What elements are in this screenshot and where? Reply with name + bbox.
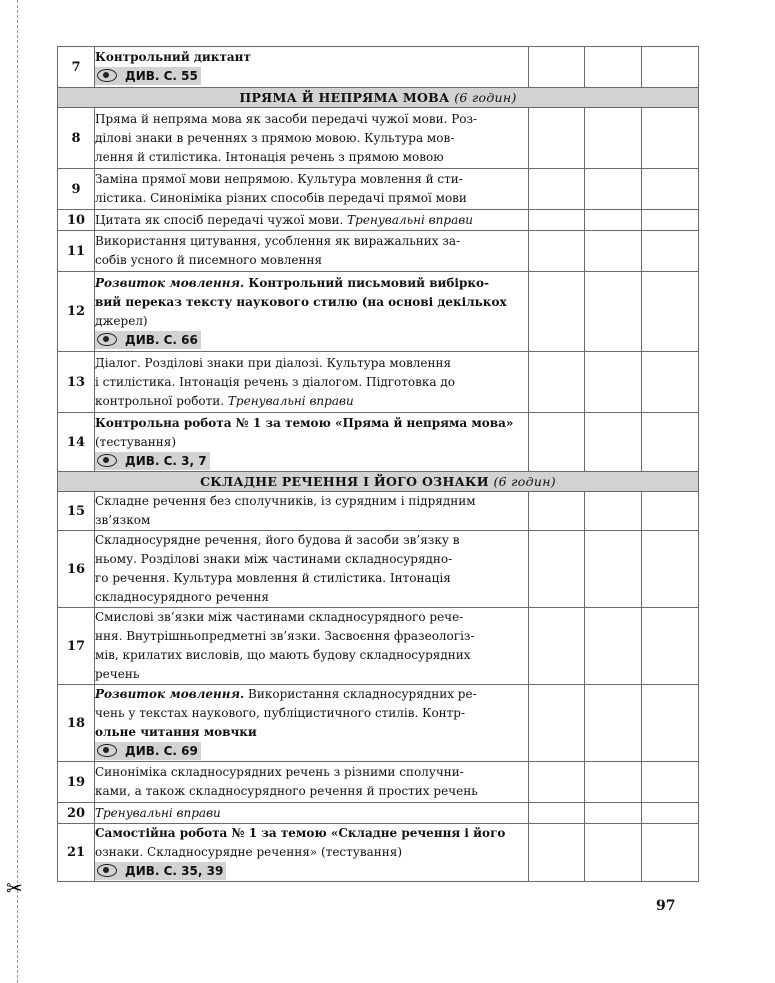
eye-icon	[97, 454, 117, 467]
empty-cell	[529, 47, 585, 88]
empty-cell	[642, 824, 699, 882]
section-hours: (6 годин)	[493, 474, 556, 489]
topic-line: зв’язком	[95, 513, 151, 527]
reference-badge	[95, 452, 210, 470]
reference-text: ДИВ. С. 35, 39	[125, 864, 224, 878]
empty-cell	[642, 169, 699, 210]
reference-text: ДИВ. С. 55	[125, 69, 198, 83]
reference-badge	[95, 862, 226, 880]
lesson-number: 10	[58, 210, 95, 231]
table-row	[58, 169, 699, 210]
lesson-topic	[95, 352, 529, 413]
section-hours: (6 годин)	[454, 90, 517, 105]
empty-cell	[585, 608, 642, 685]
empty-cell	[529, 685, 585, 762]
topic-line: вий переказ тексту наукового стилю (на основі декількох	[95, 294, 507, 309]
lesson-number: 11	[58, 231, 95, 272]
topic-line: Використання складносурядних ре-	[244, 687, 477, 701]
empty-cell	[642, 762, 699, 803]
empty-cell	[642, 47, 699, 88]
lesson-topic	[95, 47, 529, 88]
section-title: ПРЯМА Й НЕПРЯМА МОВА	[239, 90, 450, 105]
topic-line: лення й стилістика. Інтонація речень з прямою мовою	[95, 149, 444, 164]
section-header	[58, 88, 699, 108]
topic-line: ньому. Розділові знаки між частинами складносурядно-	[95, 552, 453, 566]
empty-cell	[585, 803, 642, 824]
lesson-number: 20	[58, 803, 95, 824]
topic-line: Складне речення без сполучників, із сурядним і підрядним	[95, 494, 476, 508]
empty-cell	[585, 352, 642, 413]
topic-line: Діалог. Розділові знаки при діалозі. Культура мовлення	[95, 355, 452, 370]
eye-icon	[97, 864, 117, 877]
topic-line: речень	[95, 667, 140, 681]
development-label: Розвиток мовлення.	[95, 275, 245, 290]
exercise-label: Тренувальні вправи	[95, 805, 221, 820]
table-row	[58, 685, 699, 762]
lesson-topic	[95, 492, 529, 531]
table-row	[58, 492, 699, 531]
cut-line	[17, 0, 18, 983]
empty-cell	[642, 108, 699, 169]
table-row	[58, 803, 699, 824]
section-header-row	[58, 88, 699, 108]
eye-icon	[97, 69, 117, 82]
lesson-topic	[95, 413, 529, 472]
empty-cell	[642, 492, 699, 531]
lesson-number: 13	[58, 352, 95, 413]
empty-cell	[642, 272, 699, 352]
lesson-topic	[95, 231, 529, 272]
empty-cell	[642, 413, 699, 472]
empty-cell	[585, 272, 642, 352]
lesson-topic	[95, 210, 529, 231]
topic-line: Складносурядне речення, його будова й засоби зв’язку в	[95, 533, 460, 547]
empty-cell	[585, 169, 642, 210]
section-header	[58, 472, 699, 492]
lesson-number: 21	[58, 824, 95, 882]
topic-line: Синоніміка складносурядних речень з різними сполучни-	[95, 765, 464, 779]
table-row	[58, 413, 699, 472]
lesson-topic	[95, 762, 529, 803]
empty-cell	[529, 608, 585, 685]
lesson-number: 18	[58, 685, 95, 762]
empty-cell	[529, 108, 585, 169]
empty-cell	[585, 108, 642, 169]
lesson-number: 12	[58, 272, 95, 352]
empty-cell	[529, 492, 585, 531]
empty-cell	[529, 531, 585, 608]
page-number: 97	[656, 898, 676, 914]
lesson-topic	[95, 272, 529, 352]
empty-cell	[529, 169, 585, 210]
lesson-number: 7	[58, 47, 95, 88]
reference-badge	[95, 742, 201, 760]
empty-cell	[585, 231, 642, 272]
empty-cell	[529, 272, 585, 352]
topic-line: лістика. Синоніміка різних способів передачі прямої мови	[95, 191, 467, 205]
empty-cell	[585, 685, 642, 762]
lesson-number: 14	[58, 413, 95, 472]
topic-line: (тестування)	[95, 434, 176, 449]
table-row	[58, 762, 699, 803]
empty-cell	[642, 685, 699, 762]
topic-line: Контрольний диктант	[95, 50, 251, 64]
reference-text: ДИВ. С. 69	[125, 744, 198, 758]
empty-cell	[529, 824, 585, 882]
table-row	[58, 47, 699, 88]
lesson-number: 9	[58, 169, 95, 210]
lesson-number: 15	[58, 492, 95, 531]
topic-line: контрольної роботи.	[95, 393, 228, 408]
empty-cell	[642, 608, 699, 685]
empty-cell	[642, 352, 699, 413]
topic-line: мів, крилатих висловів, що мають будову складносурядних	[95, 648, 471, 662]
scissors-icon: ✂	[6, 876, 23, 900]
topic-line: джерел)	[95, 313, 148, 328]
topic-line: і стилістика. Інтонація речень з діалогом. Підготовка до	[95, 374, 455, 389]
section-header-row	[58, 472, 699, 492]
reference-text: ДИВ. С. 66	[125, 332, 198, 347]
empty-cell	[585, 762, 642, 803]
topic-line: Смислові зв’язки між частинами складносурядного рече-	[95, 610, 464, 624]
topic-line: ознаки. Складносурядне речення» (тестування)	[95, 845, 402, 859]
lesson-number: 17	[58, 608, 95, 685]
empty-cell	[529, 413, 585, 472]
topic-line: ольне читання мовчки	[95, 725, 257, 739]
empty-cell	[642, 531, 699, 608]
reference-badge	[95, 67, 201, 85]
topic-line: ками, а також складносурядного речення й простих речень	[95, 784, 478, 798]
lesson-topic	[95, 803, 529, 824]
empty-cell	[529, 352, 585, 413]
eye-icon	[97, 744, 117, 757]
table-row	[58, 108, 699, 169]
table-row	[58, 608, 699, 685]
empty-cell	[529, 231, 585, 272]
empty-cell	[642, 231, 699, 272]
empty-cell	[585, 824, 642, 882]
empty-cell	[642, 803, 699, 824]
empty-cell	[585, 492, 642, 531]
table-row	[58, 231, 699, 272]
topic-line: ділові знаки в реченнях з прямою мовою. Культура мов-	[95, 130, 455, 145]
exercise-label: Тренувальні вправи	[227, 393, 354, 408]
reference-badge	[95, 331, 201, 349]
topic-line: Використання цитування, усоблення як виражальних за-	[95, 234, 461, 248]
topic-line: Заміна прямої мови непрямою. Культура мовлення й сти-	[95, 172, 463, 186]
lesson-topic	[95, 169, 529, 210]
empty-cell	[585, 531, 642, 608]
topic-line: собів усного й писемного мовлення	[95, 253, 323, 267]
table-row	[58, 210, 699, 231]
empty-cell	[585, 413, 642, 472]
topic-line: го речення. Культура мовлення й стилістика. Інтонація	[95, 571, 451, 585]
topic-line: складносурядного речення	[95, 590, 269, 604]
table-row	[58, 352, 699, 413]
table-row	[58, 272, 699, 352]
empty-cell	[529, 803, 585, 824]
topic-line: чень у текстах наукового, публіцистичного стилів. Контр-	[95, 706, 466, 720]
lesson-number: 8	[58, 108, 95, 169]
empty-cell	[529, 210, 585, 231]
section-title: СКЛАДНЕ РЕЧЕННЯ І ЙОГО ОЗНАКИ	[200, 474, 489, 489]
empty-cell	[642, 210, 699, 231]
topic-line: Самостійна робота № 1 за темою «Складне речення і його	[95, 826, 506, 840]
lesson-topic	[95, 824, 529, 882]
lesson-topic	[95, 531, 529, 608]
lesson-number: 19	[58, 762, 95, 803]
lesson-number: 16	[58, 531, 95, 608]
table-row	[58, 824, 699, 882]
eye-icon	[97, 333, 117, 346]
topic-line: Контрольний письмовий вибірко-	[244, 275, 490, 290]
topic-line: Пряма й непряма мова як засоби передачі чужої мови. Роз-	[95, 111, 478, 126]
topic-line: Цитата як спосіб передачі чужої мови.	[95, 212, 348, 227]
reference-text: ДИВ. С. 3, 7	[125, 453, 207, 468]
empty-cell	[585, 210, 642, 231]
empty-cell	[529, 762, 585, 803]
exercise-label: Тренувальні вправи	[347, 212, 473, 227]
topic-line: Контрольна робота № 1 за темою «Пряма й непряма мова»	[95, 415, 514, 430]
table-row	[58, 531, 699, 608]
development-label: Розвиток мовлення.	[95, 687, 245, 701]
topic-line: ння. Внутрішньопредметні зв’язки. Засвоєння фразеологіз-	[95, 629, 475, 643]
lesson-topic	[95, 608, 529, 685]
lesson-plan-table	[57, 46, 699, 882]
empty-cell	[585, 47, 642, 88]
lesson-topic	[95, 685, 529, 762]
lesson-topic	[95, 108, 529, 169]
